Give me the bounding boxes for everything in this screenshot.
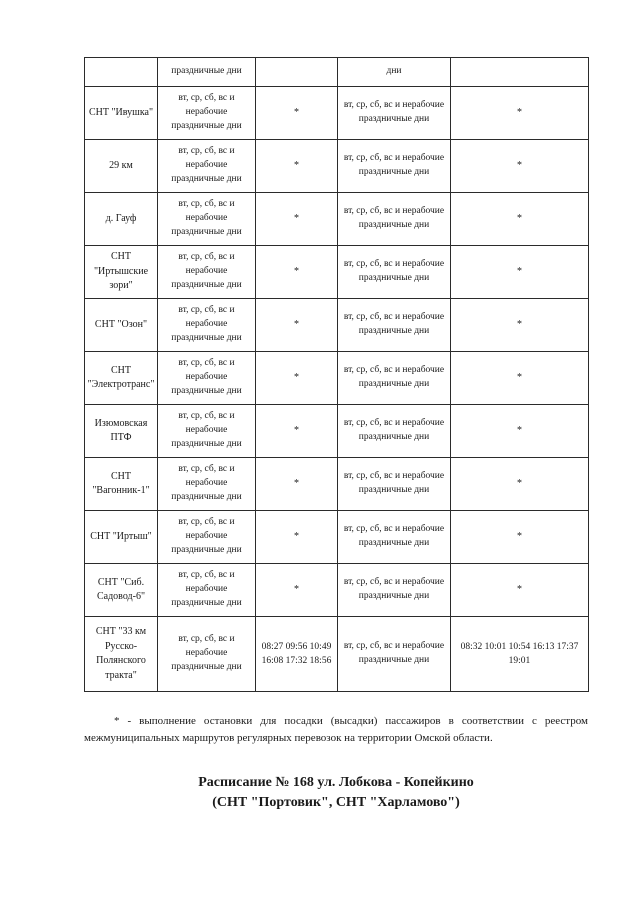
days-cell-return: вт, ср, сб, вс и нерабочие праздничные дни: [338, 511, 451, 564]
days-cell-return: вт, ср, сб, вс и нерабочие праздничные дни: [338, 617, 451, 692]
table-row: [85, 458, 589, 511]
times-cell-direct: *: [256, 87, 338, 140]
days-cell-return: вт, ср, сб, вс и нерабочие праздничные дни: [338, 564, 451, 617]
times-cell-return: *: [451, 87, 589, 140]
table-row: [85, 617, 589, 692]
times-cell-direct: *: [256, 458, 338, 511]
stop-cell: д. Гауф: [85, 193, 158, 246]
days-cell-direct: вт, ср, сб, вс и нерабочие праздничные дни: [158, 458, 256, 511]
days-cell-return: вт, ср, сб, вс и нерабочие праздничные дни: [338, 246, 451, 299]
times-cell-return: *: [451, 246, 589, 299]
table-row: [85, 564, 589, 617]
schedule-heading-line1: Расписание № 168 ул. Лобкова - Копейкино: [198, 775, 474, 790]
stop-cell: 29 км: [85, 140, 158, 193]
schedule-heading-line2: (СНТ "Портовик", СНТ "Харламово"): [212, 795, 460, 811]
times-cell-direct: *: [256, 299, 338, 352]
stop-cell: СНТ "Сиб. Садовод-6": [85, 564, 158, 617]
times-cell-direct: *: [256, 405, 338, 458]
days-cell-direct: праздничные дни: [158, 58, 256, 87]
times-cell-return: *: [451, 299, 589, 352]
stop-cell: СНТ "Озон": [85, 299, 158, 352]
table-row: [85, 299, 589, 352]
table-row: [85, 193, 589, 246]
footnote: * - выполнение остановки для посадки (высадки) пассажиров в соответствии с реестром межмуниципальных маршрутов регулярных перевозок на территории Омской области.: [84, 715, 588, 744]
days-cell-return: дни: [338, 58, 451, 87]
times-cell-direct: *: [256, 140, 338, 193]
times-cell-return: *: [451, 511, 589, 564]
schedule-table: [84, 57, 589, 692]
times-cell-direct: *: [256, 511, 338, 564]
stop-cell: СНТ "33 км Русско-Полянского тракта": [85, 617, 158, 692]
stop-cell: СНТ "Электротранс": [85, 352, 158, 405]
days-cell-direct: вт, ср, сб, вс и нерабочие праздничные дни: [158, 352, 256, 405]
days-cell-direct: вт, ср, сб, вс и нерабочие праздничные дни: [158, 87, 256, 140]
table-row: [85, 405, 589, 458]
times-cell-direct: *: [256, 246, 338, 299]
table-row: [85, 511, 589, 564]
table-row: [85, 87, 589, 140]
times-cell-return: *: [451, 458, 589, 511]
days-cell-direct: вт, ср, сб, вс и нерабочие праздничные дни: [158, 140, 256, 193]
times-cell-direct: *: [256, 193, 338, 246]
days-cell-return: вт, ср, сб, вс и нерабочие праздничные дни: [338, 140, 451, 193]
times-cell-direct: [256, 58, 338, 87]
times-cell-return: *: [451, 193, 589, 246]
times-cell-return: *: [451, 140, 589, 193]
times-cell-return: *: [451, 405, 589, 458]
days-cell-direct: вт, ср, сб, вс и нерабочие праздничные дни: [158, 193, 256, 246]
times-cell-return: 08:32 10:01 10:54 16:13 17:37 19:01: [451, 617, 589, 692]
days-cell-direct: вт, ср, сб, вс и нерабочие праздничные дни: [158, 564, 256, 617]
stop-cell: [85, 58, 158, 87]
stop-cell: СНТ "Ивушка": [85, 87, 158, 140]
times-cell-direct: 08:27 09:56 10:49 16:08 17:32 18:56: [256, 617, 338, 692]
days-cell-return: вт, ср, сб, вс и нерабочие праздничные дни: [338, 352, 451, 405]
stop-cell: СНТ "Иртыш": [85, 511, 158, 564]
table-row: [85, 352, 589, 405]
times-cell-return: *: [451, 564, 589, 617]
table-row-continued: [85, 58, 589, 87]
days-cell-direct: вт, ср, сб, вс и нерабочие праздничные дни: [158, 246, 256, 299]
times-cell-direct: *: [256, 564, 338, 617]
times-cell-return: *: [451, 352, 589, 405]
times-cell-return: [451, 58, 589, 87]
stop-cell: Изюмовская ПТФ: [85, 405, 158, 458]
days-cell-direct: вт, ср, сб, вс и нерабочие праздничные дни: [158, 405, 256, 458]
times-cell-direct: *: [256, 352, 338, 405]
days-cell-return: вт, ср, сб, вс и нерабочие праздничные дни: [338, 405, 451, 458]
schedule-heading: [84, 773, 588, 814]
stop-cell: СНТ "Вагонник-1": [85, 458, 158, 511]
days-cell-return: вт, ср, сб, вс и нерабочие праздничные дни: [338, 87, 451, 140]
days-cell-direct: вт, ср, сб, вс и нерабочие праздничные дни: [158, 299, 256, 352]
table-row: [85, 140, 589, 193]
stop-cell: СНТ "Иртышские зори": [85, 246, 158, 299]
days-cell-direct: вт, ср, сб, вс и нерабочие праздничные дни: [158, 511, 256, 564]
days-cell-return: вт, ср, сб, вс и нерабочие праздничные дни: [338, 458, 451, 511]
days-cell-return: вт, ср, сб, вс и нерабочие праздничные дни: [338, 193, 451, 246]
table-row: [85, 246, 589, 299]
days-cell-return: вт, ср, сб, вс и нерабочие праздничные дни: [338, 299, 451, 352]
days-cell-direct: вт, ср, сб, вс и нерабочие праздничные дни: [158, 617, 256, 692]
